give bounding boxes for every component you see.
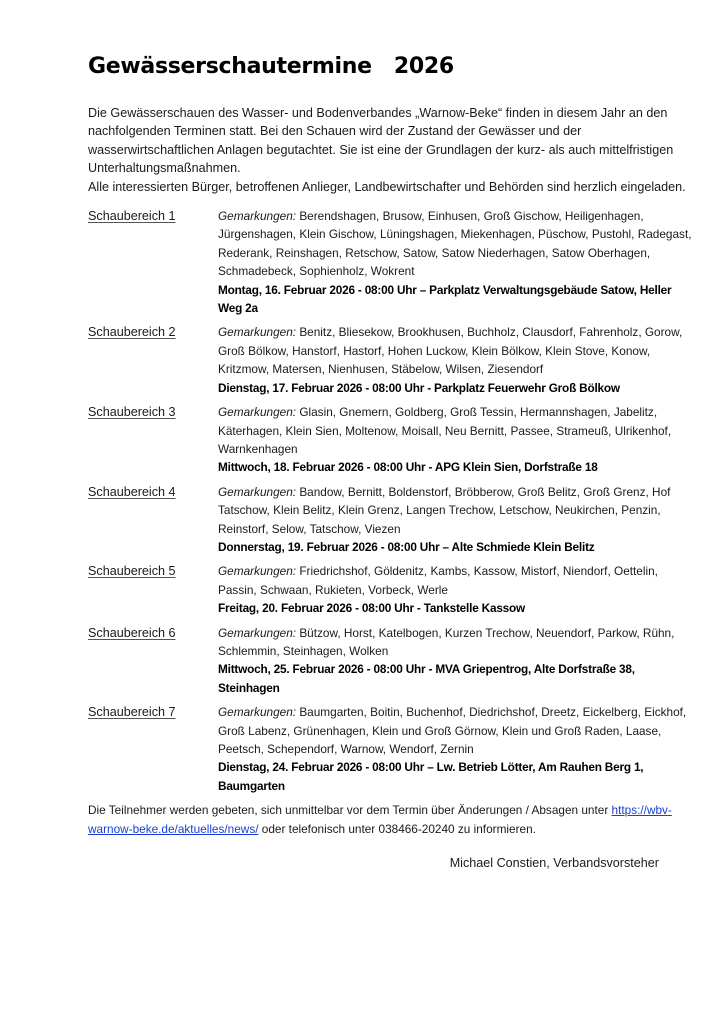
inspection-area-2 — [88, 323, 700, 397]
area-label: Schaubereich 6 — [88, 625, 176, 640]
footer-text-after: oder telefonisch unter 038466-20240 zu informieren. — [258, 821, 536, 836]
gemarkungen-label: Gemarkungen: — [218, 484, 300, 499]
gemarkungen-list: Berendshagen, Brusow, Einhusen, Groß Gischow, Heiligenhagen, Jürgenshagen, Klein Gischow, Lüningshagen, Miekenhagen, Püschow, Pustohl, Radegast, Rederank, Reinshagen, Retschow, Satow, Satow Niederhagen, Satow Oberhagen, Schmadebeck, Sophienholz, Wokrent — [218, 209, 692, 279]
area-details — [218, 562, 700, 617]
area-label: Schaubereich 7 — [88, 705, 176, 720]
inspection-area-4 — [88, 483, 700, 557]
footer-note — [88, 801, 700, 838]
area-details — [218, 703, 700, 795]
gemarkungen-label: Gemarkungen: — [218, 325, 300, 340]
gemarkungen-list: Bandow, Bernitt, Boldenstorf, Bröbberow, Groß Belitz, Groß Grenz, Hof Tatschow, Klein Belitz, Klein Grenz, Langen Trechow, Letschow, Neukirchen, Penzin, Reinstorf, Selow, Tatschow, Viezen — [218, 484, 671, 536]
gemarkungen-label: Gemarkungen: — [218, 209, 300, 224]
inspection-area-3 — [88, 403, 700, 477]
gemarkungen-label: Gemarkungen: — [218, 405, 300, 420]
area-details — [218, 207, 700, 317]
appointment: Donnerstag, 19. Februar 2026 - 08:00 Uhr – Alte Schmiede Klein Belitz — [218, 539, 595, 554]
inspection-area-5 — [88, 562, 700, 617]
appointment: Dienstag, 24. Februar 2026 - 08:00 Uhr – Lw. Betrieb Lötter, Am Rauhen Berg 1, Baumgarten — [218, 760, 644, 793]
gemarkungen-list: Benitz, Bliesekow, Brookhusen, Buchholz, Clausdorf, Fahrenholz, Gorow, Groß Bölkow, Hanstorf, Hastorf, Hohen Luckow, Klein Bölkow, Klein Stove, Konow, Kritzmow, Matersen, Nienhusen, Stäbelow, Wilsen, Ziesendorf — [218, 325, 683, 377]
area-details — [218, 323, 700, 397]
inspection-area-1 — [88, 207, 700, 317]
area-details — [218, 483, 700, 557]
area-label: Schaubereich 1 — [88, 209, 176, 224]
inspection-area-7 — [88, 703, 700, 795]
appointment: Mittwoch, 25. Februar 2026 - 08:00 Uhr - MVA Griepentrog, Alte Dorfstraße 38, Steinhagen — [218, 662, 635, 695]
appointment: Dienstag, 17. Februar 2026 - 08:00 Uhr - Parkplatz Feuerwehr Groß Bölkow — [218, 380, 620, 395]
appointment: Mittwoch, 18. Februar 2026 - 08:00 Uhr - APG Klein Sien, Dorfstraße 18 — [218, 460, 598, 475]
appointment: Montag, 16. Februar 2026 - 08:00 Uhr – Parkplatz Verwaltungsgebäude Satow, Heller Weg 2a — [218, 282, 672, 316]
area-label: Schaubereich 3 — [88, 405, 176, 420]
footer-text-before: Die Teilnehmer werden gebeten, sich unmittelbar vor dem Termin über Änderungen / Absagen unter — [88, 803, 612, 818]
area-label: Schaubereich 2 — [88, 325, 176, 340]
page-title: Gewässerschautermine 2026 — [88, 54, 454, 79]
gemarkungen-list: Friedrichshof, Göldenitz, Kambs, Kassow, Mistorf, Niendorf, Oettelin, Passin, Schwaan, Rukieten, Vorbeck, Werle — [218, 564, 658, 597]
news-link[interactable]: https://wbv-warnow-beke.de/aktuelles/news/ — [88, 803, 672, 836]
document-page — [88, 52, 700, 872]
gemarkungen-list: Glasin, Gnemern, Goldberg, Groß Tessin, Hermannshagen, Jabelitz, Käterhagen, Klein Sien, Moltenow, Moisall, Neu Bernitt, Passee, Strameuß, Ulrikenhof, Warnkenhagen — [218, 405, 672, 456]
intro-paragraph-1: Die Gewässerschauen des Wasser- und Bodenverbandes „Warnow-Beke“ finden in diesem Jahr an den nachfolgenden Terminen statt. Bei den Schauen wird der Zustand der Gewässer und der wasserwirtschaftlichen Anlagen begutachtet. Sie ist eine der Grundlagen der kurz- als auch mittelfristigen Unterhaltungsmaßnahmen. — [88, 106, 674, 176]
area-label: Schaubereich 5 — [88, 564, 176, 579]
inspection-area-list — [88, 207, 700, 795]
area-details — [218, 403, 700, 477]
gemarkungen-label: Gemarkungen: — [218, 625, 300, 640]
intro-paragraph-2: Alle interessierten Bürger, betroffenen Anlieger, Landbewirtschafter und Behörden sind herzlich eingeladen. — [88, 179, 686, 194]
intro-text — [88, 104, 700, 196]
appointment: Freitag, 20. Februar 2026 - 08:00 Uhr - Tankstelle Kassow — [218, 601, 526, 616]
gemarkungen-label: Gemarkungen: — [218, 564, 300, 579]
gemarkungen-label: Gemarkungen: — [218, 705, 300, 720]
area-label: Schaubereich 4 — [88, 484, 176, 499]
gemarkungen-list: Baumgarten, Boitin, Buchenhof, Diedrichshof, Dreetz, Eickelberg, Eickhof, Groß Labenz, Grünenhagen, Klein und Groß Görnow, Klein und Groß Raden, Laase, Peetsch, Schependorf, Warnow, Wendorf, Zernin — [218, 705, 687, 756]
area-details — [218, 624, 700, 698]
signature: Michael Constien, Verbandsvorsteher — [449, 856, 659, 871]
inspection-area-6 — [88, 624, 700, 698]
gemarkungen-list: Bützow, Horst, Katelbogen, Kurzen Trechow, Neuendorf, Parkow, Rühn, Schlemmin, Steinhagen, Wolken — [218, 625, 675, 658]
